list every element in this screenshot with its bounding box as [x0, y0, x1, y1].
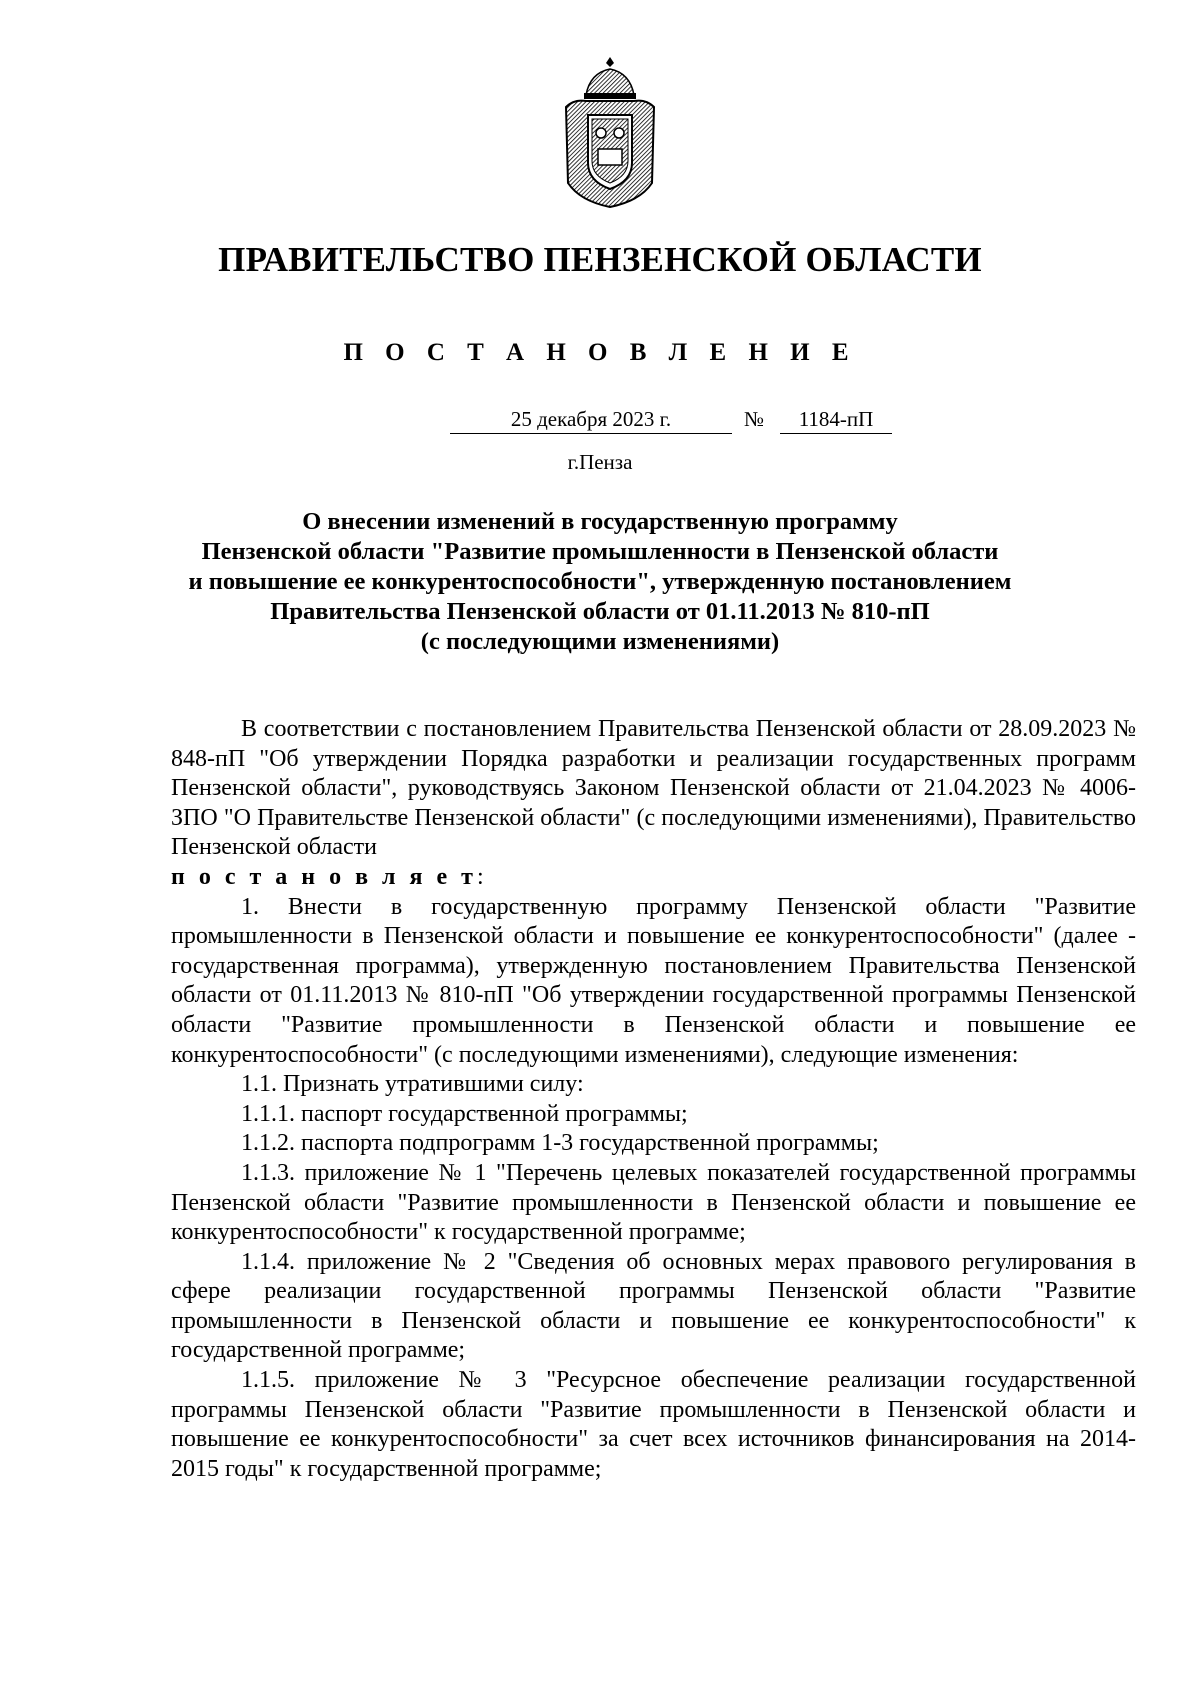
number-sign: №	[744, 407, 765, 431]
resolves-word: п о с т а н о в л я е т	[171, 863, 477, 890]
document-date: 25 декабря 2023 г.	[450, 405, 732, 434]
document-number: 1184-пП	[780, 405, 892, 434]
paragraph-1-1: 1.1. Признать утратившими силу:	[241, 1071, 584, 1098]
resolves-colon: :	[476, 863, 484, 890]
resolution-line	[171, 863, 1136, 893]
document-type: П О С Т А Н О В Л Е Н И Е	[343, 339, 857, 366]
authority-name: ПРАВИТЕЛЬСТВО ПЕНЗЕНСКОЙ ОБЛАСТИ	[218, 240, 982, 279]
preamble-paragraph: В соответствии с постановлением Правительства Пензенской области от 28.09.2023 № 848-пП "Об утверждении Порядка разработки и реализации государственных программ Пензенской области", руководствуясь Законом Пензенской области от 21.04.2023 № 4006-ЗПО "О Правительстве Пензенской области" (с последующими изменениями), Правительство Пензенской области	[171, 716, 1136, 861]
paragraph-1-1-5: 1.1.5. приложение № 3 "Ресурсное обеспечение реализации государственной программы Пензенской области "Развитие промышленности в Пензенской области и повышение ее конкурентоспособности" за счет всех источников финансирования на 2014-2015 годы" к государственной программе;	[171, 1367, 1136, 1482]
title-line: Правительства Пензенской области от 01.11.2013 № 810-пП	[270, 598, 930, 625]
document-body	[171, 715, 1136, 1484]
date-number-line	[0, 405, 1200, 437]
document-title	[100, 507, 1100, 657]
paragraph-1-1-2: 1.1.2. паспорта подпрограмм 1-3 государственной программы;	[241, 1130, 879, 1157]
paragraph-1: 1. Внести в государственную программу Пензенской области "Развитие промышленности в Пензенской области и повышение ее конкурентоспособности" (далее - государственная программа), утвержденную постановлением Правительства Пензенской области от 01.11.2013 № 810-пП "Об утверждении государственной программы Пензенской области "Развитие промышленности в Пензенской области и повышение ее конкурентоспособности" (с последующими изменениями), следующие изменения:	[171, 893, 1136, 1068]
title-line: Пензенской области "Развитие промышленности в Пензенской области	[201, 538, 999, 565]
title-line: О внесении изменений в государственную программу	[302, 508, 898, 535]
title-line: (с последующими изменениями)	[420, 628, 780, 655]
paragraph-1-1-1: 1.1.1. паспорт государственной программы;	[241, 1100, 688, 1127]
title-line: и повышение ее конкурентоспособности", утвержденную постановлением	[188, 568, 1012, 595]
paragraph-1-1-4: 1.1.4. приложение № 2 "Сведения об основных мерах правового регулирования в сфере реализации государственной программы Пензенской области "Развитие промышленности в Пензенской области и повышение ее конкурентоспособности" к государственной программе;	[171, 1248, 1136, 1364]
paragraph-1-1-3: 1.1.3. приложение № 1 "Перечень целевых показателей государственной программы Пензенской области "Развитие промышленности в Пензенской области и повышение ее конкурентоспособности" к государственной программе;	[171, 1159, 1136, 1246]
coat-of-arms-emblem	[560, 55, 660, 211]
city: г.Пенза	[567, 450, 633, 474]
